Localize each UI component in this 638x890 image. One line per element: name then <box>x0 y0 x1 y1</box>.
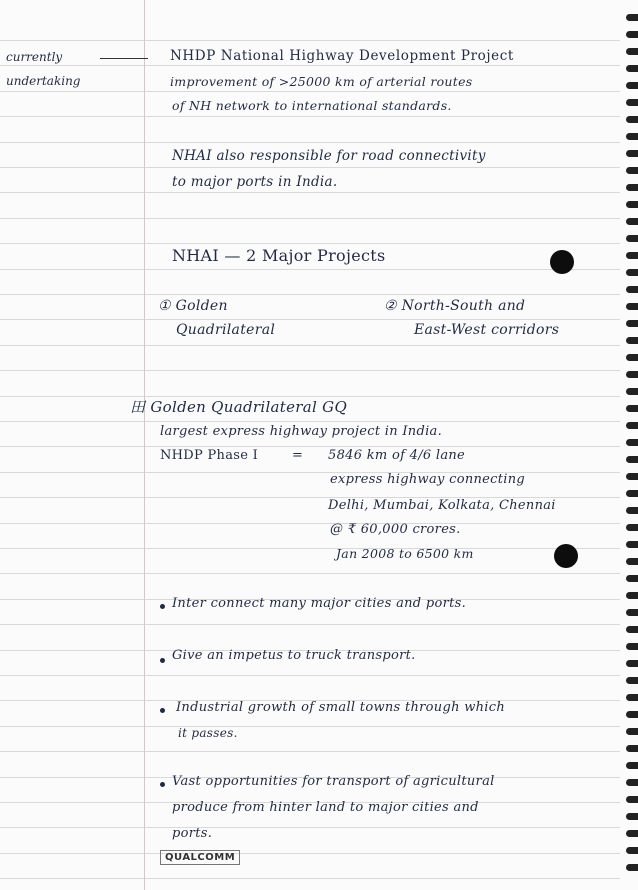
ruled-line <box>0 421 620 422</box>
spiral-loop <box>626 541 638 548</box>
line-nhai-responsible: NHAI also responsible for road connectivity <box>172 148 486 164</box>
spiral-loop <box>626 609 638 616</box>
spiral-loop <box>626 150 638 157</box>
margin-note-currently: currently <box>6 50 63 64</box>
ruled-line <box>0 192 620 193</box>
spiral-loop <box>626 354 638 361</box>
ruled-line <box>0 751 620 752</box>
ruled-line <box>0 523 620 524</box>
ruled-line <box>0 319 620 320</box>
ruled-line <box>0 573 620 574</box>
spiral-loop <box>626 14 638 21</box>
spiral-loop <box>626 847 638 854</box>
bullet-vast-line3: ports. <box>172 826 213 841</box>
line-major-ports: to major ports in India. <box>172 174 338 190</box>
spiral-loop <box>626 677 638 684</box>
bullet-2 <box>160 658 165 663</box>
spiral-loop <box>626 762 638 769</box>
spiral-loop <box>626 711 638 718</box>
punch-hole-bottom <box>554 544 578 568</box>
spiral-loop <box>626 626 638 633</box>
bullet-industrial-cont: it passes. <box>178 726 238 740</box>
line-largest-express: largest express highway project in India. <box>160 424 443 439</box>
line-crores: @ ₹ 60,000 crores. <box>330 522 461 537</box>
ruled-line <box>0 472 620 473</box>
spiral-loop <box>626 524 638 531</box>
ruled-line <box>0 548 620 549</box>
spiral-binding <box>616 0 638 890</box>
bullet-impetus: Give an impetus to truck transport. <box>172 648 416 663</box>
margin-note-undertaking: undertaking <box>6 74 81 88</box>
line-5846km: 5846 km of 4/6 lane <box>328 448 466 463</box>
spiral-loop <box>626 456 638 463</box>
bullet-3 <box>160 708 165 713</box>
margin-dash <box>100 58 148 59</box>
bullet-vast: Vast opportunities for transport of agricultural <box>172 774 495 789</box>
spiral-loop <box>626 82 638 89</box>
ruled-line <box>0 65 620 66</box>
bullet-4 <box>160 782 165 787</box>
spiral-loop <box>626 235 638 242</box>
line-nh-network: of NH network to international standards. <box>172 98 452 113</box>
line-improvement: improvement of >25000 km of arterial routes <box>170 74 473 89</box>
spiral-loop <box>626 218 638 225</box>
spiral-loop <box>626 779 638 786</box>
ruled-line <box>0 269 620 270</box>
ruled-line <box>0 116 620 117</box>
spiral-loop <box>626 48 638 55</box>
line-jan-2008: Jan 2008 to 6500 km <box>336 546 474 561</box>
spiral-loop <box>626 813 638 820</box>
line-cities: Delhi, Mumbai, Kolkata, Chennai <box>328 498 556 513</box>
ruled-line <box>0 40 620 41</box>
heading-golden-quadrilateral: 田 Golden Quadrilateral GQ <box>130 398 348 416</box>
ruled-line <box>0 446 620 447</box>
spiral-loop <box>626 575 638 582</box>
bullet-interconnect: Inter connect many major cities and ports. <box>172 596 467 611</box>
project-two-line1: ② North-South and <box>384 298 526 314</box>
ruled-line <box>0 294 620 295</box>
ruled-line <box>0 853 620 854</box>
spiral-loop <box>626 320 638 327</box>
spiral-loop <box>626 439 638 446</box>
spiral-loop <box>626 592 638 599</box>
line-nhdp-title: NHDP National Highway Development Project <box>170 48 514 64</box>
ruled-line <box>0 675 620 676</box>
spiral-loop <box>626 643 638 650</box>
spiral-loop <box>626 507 638 514</box>
spiral-loop <box>626 694 638 701</box>
spiral-loop <box>626 796 638 803</box>
ruled-line <box>0 91 620 92</box>
spiral-loop <box>626 558 638 565</box>
spiral-loop <box>626 286 638 293</box>
spiral-loop <box>626 388 638 395</box>
ruled-line <box>0 345 620 346</box>
qualcomm-logo: QUALCOMM <box>160 850 240 865</box>
spiral-loop <box>626 303 638 310</box>
spiral-loop <box>626 269 638 276</box>
bullet-industrial: Industrial growth of small towns through which <box>176 700 505 715</box>
ruled-line <box>0 726 620 727</box>
spiral-loop <box>626 167 638 174</box>
spiral-loop <box>626 660 638 667</box>
equals-sign: = <box>292 448 304 463</box>
line-nhdp-phase: NHDP Phase I <box>160 448 259 463</box>
ruled-line <box>0 878 620 879</box>
spiral-loop <box>626 337 638 344</box>
spiral-loop <box>626 864 638 871</box>
ruled-line <box>0 624 620 625</box>
project-two-line2: East-West corridors <box>414 322 560 338</box>
spiral-loop <box>626 184 638 191</box>
spiral-loop <box>626 728 638 735</box>
heading-nhai-projects: NHAI — 2 Major Projects <box>172 246 386 265</box>
spiral-loop <box>626 405 638 412</box>
spiral-loop <box>626 371 638 378</box>
punch-hole-top <box>550 250 574 274</box>
spiral-loop <box>626 201 638 208</box>
spiral-loop <box>626 830 638 837</box>
line-express-highway: express highway connecting <box>330 472 526 487</box>
spiral-loop <box>626 745 638 752</box>
ruled-line <box>0 827 620 828</box>
spiral-loop <box>626 422 638 429</box>
ruled-line <box>0 167 620 168</box>
project-one-line1: ① Golden <box>158 298 228 314</box>
ruled-line <box>0 243 620 244</box>
ruled-line <box>0 218 620 219</box>
bullet-1 <box>160 604 165 609</box>
spiral-loop <box>626 31 638 38</box>
spiral-loop <box>626 133 638 140</box>
ruled-line <box>0 142 620 143</box>
project-one-line2: Quadrilateral <box>176 322 276 338</box>
spiral-loop <box>626 473 638 480</box>
spiral-loop <box>626 65 638 72</box>
spiral-loop <box>626 99 638 106</box>
spiral-loop <box>626 252 638 259</box>
spiral-loop <box>626 490 638 497</box>
margin-line <box>144 0 145 890</box>
bullet-vast-line2: produce from hinter land to major cities and <box>172 800 479 815</box>
ruled-line <box>0 370 620 371</box>
spiral-loop <box>626 116 638 123</box>
